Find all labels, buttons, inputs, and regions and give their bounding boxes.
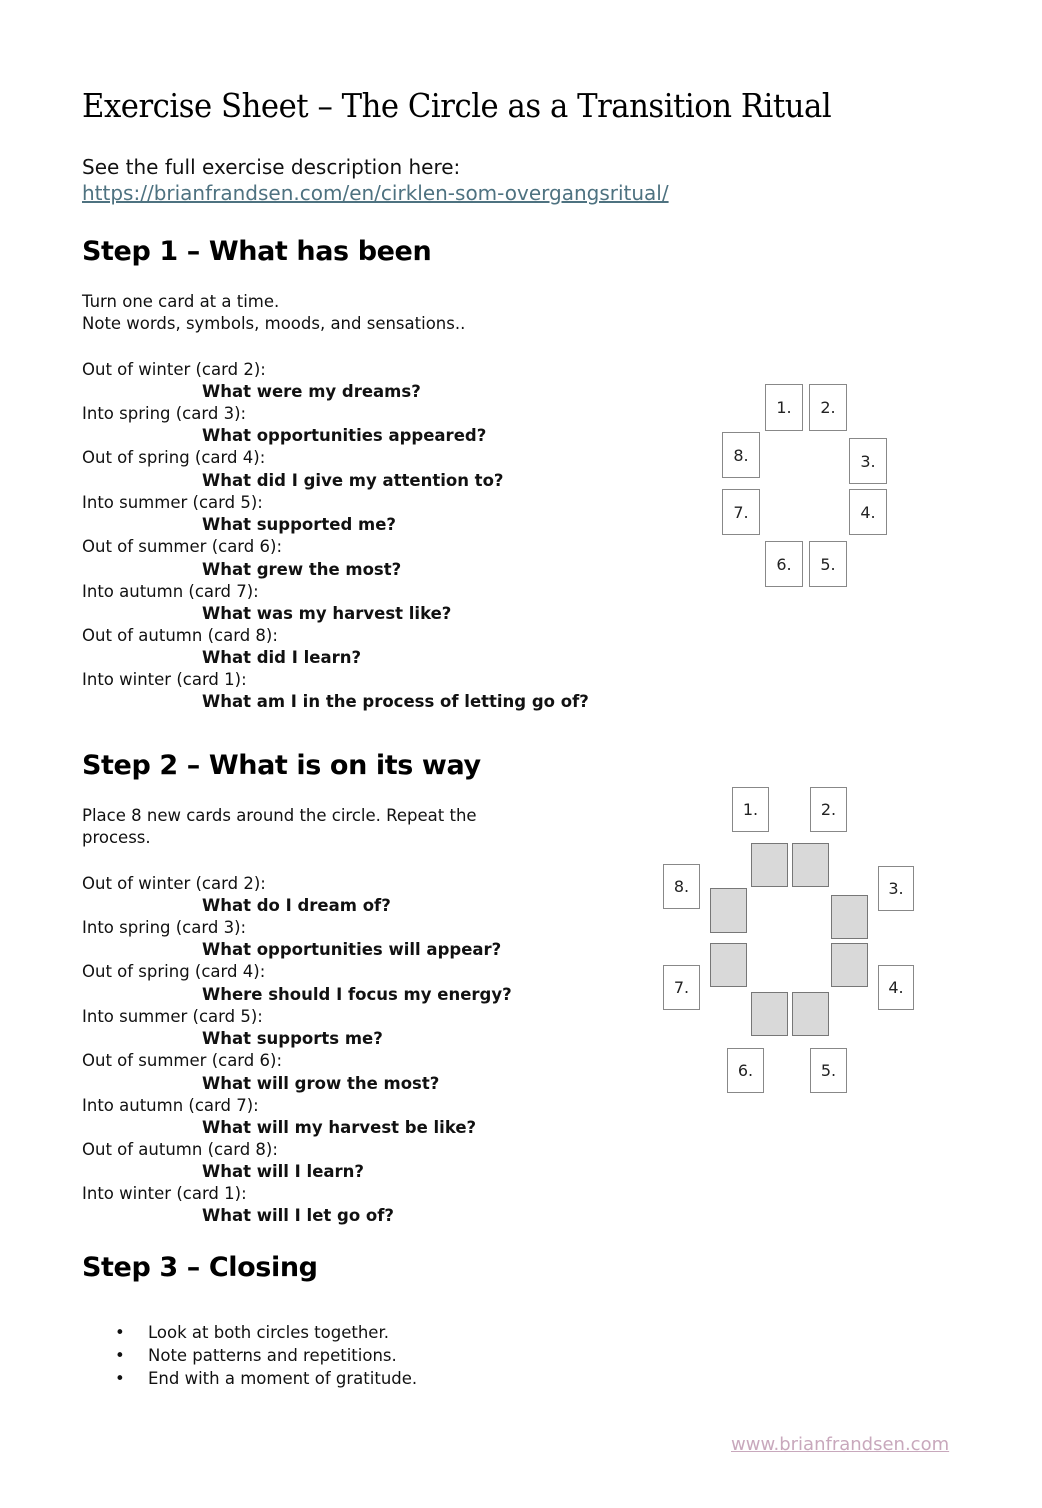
card-2: 2. — [809, 384, 847, 431]
intro-text: See the full exercise description here: — [82, 155, 461, 179]
list-item — [82, 1344, 417, 1367]
bullet-icon: • — [115, 1323, 125, 1342]
list-item — [82, 1367, 417, 1390]
previous-card-4 — [831, 943, 868, 987]
season-label: Out of winter (card 2): — [82, 360, 266, 379]
bullet-icon: • — [115, 1369, 125, 1388]
question: What were my dreams? — [202, 382, 421, 401]
previous-card-7 — [710, 943, 747, 987]
previous-card-5 — [792, 992, 829, 1036]
page-title: Exercise Sheet – The Circle as a Transition Ritual — [82, 86, 832, 125]
footer-website-link[interactable]: www.brianfrandsen.com — [731, 1434, 950, 1455]
card-8: 8. — [663, 864, 700, 909]
instruction-line: Note words, symbols, moods, and sensations.. — [82, 314, 466, 333]
instruction-line: Place 8 new cards around the circle. Repeat the — [82, 806, 477, 825]
step3-heading: Step 3 – Closing — [82, 1252, 318, 1283]
step2-heading: Step 2 – What is on its way — [82, 750, 481, 781]
intro — [82, 154, 669, 206]
question: What will I let go of? — [202, 1206, 395, 1225]
question: What grew the most? — [202, 560, 402, 579]
previous-card-3 — [831, 895, 868, 939]
question: What will grow the most? — [202, 1074, 440, 1093]
card-7: 7. — [663, 965, 700, 1010]
card-1: 1. — [732, 787, 769, 832]
card-8: 8. — [722, 432, 760, 478]
list-item-text: End with a moment of gratitude. — [148, 1369, 418, 1388]
closing-list — [82, 1321, 417, 1390]
previous-card-6 — [751, 992, 788, 1036]
season-label: Into winter (card 1): — [82, 1184, 247, 1203]
season-label: Out of spring (card 4): — [82, 448, 266, 467]
exercise-link[interactable]: https://brianfrandsen.com/en/cirklen-som-overgangsritual/ — [82, 181, 669, 205]
season-label: Out of summer (card 6): — [82, 537, 283, 556]
step2-instructions — [82, 805, 477, 849]
question: What supports me? — [202, 1029, 383, 1048]
list-item-text: Note patterns and repetitions. — [148, 1346, 397, 1365]
step1-heading: Step 1 – What has been — [82, 236, 432, 267]
season-label: Into spring (card 3): — [82, 918, 247, 937]
previous-card-8 — [710, 888, 747, 933]
season-label: Into autumn (card 7): — [82, 582, 259, 601]
question: What will I learn? — [202, 1162, 364, 1181]
bullet-icon: • — [115, 1346, 125, 1365]
question: What opportunities appeared? — [202, 426, 487, 445]
card-6: 6. — [765, 541, 803, 587]
card-3: 3. — [878, 866, 914, 911]
season-label: Into winter (card 1): — [82, 670, 247, 689]
card-4: 4. — [878, 965, 914, 1010]
instruction-line: process. — [82, 828, 151, 847]
card-7: 7. — [722, 489, 760, 535]
step2-question-list — [82, 873, 512, 1227]
card-5: 5. — [810, 1048, 847, 1093]
question: What will my harvest be like? — [202, 1118, 477, 1137]
card-2: 2. — [810, 787, 847, 832]
previous-card-1 — [751, 843, 788, 887]
question: What do I dream of? — [202, 896, 391, 915]
previous-card-2 — [792, 843, 829, 887]
question: Where should I focus my energy? — [202, 985, 512, 1004]
season-label: Out of autumn (card 8): — [82, 626, 278, 645]
instruction-line: Turn one card at a time. — [82, 292, 280, 311]
question: What did I learn? — [202, 648, 362, 667]
question: What was my harvest like? — [202, 604, 452, 623]
card-3: 3. — [849, 438, 887, 484]
step1-question-list — [82, 359, 589, 713]
season-label: Into spring (card 3): — [82, 404, 247, 423]
card-5: 5. — [809, 541, 847, 587]
question: What supported me? — [202, 515, 396, 534]
season-label: Out of winter (card 2): — [82, 874, 266, 893]
season-label: Into summer (card 5): — [82, 1007, 263, 1026]
question: What opportunities will appear? — [202, 940, 502, 959]
list-item — [82, 1321, 417, 1344]
card-1: 1. — [765, 384, 803, 431]
season-label: Out of autumn (card 8): — [82, 1140, 278, 1159]
season-label: Into autumn (card 7): — [82, 1096, 259, 1115]
question: What am I in the process of letting go of? — [202, 692, 589, 711]
card-4: 4. — [849, 489, 887, 535]
step1-instructions — [82, 291, 465, 335]
season-label: Into summer (card 5): — [82, 493, 263, 512]
list-item-text: Look at both circles together. — [148, 1323, 389, 1342]
season-label: Out of summer (card 6): — [82, 1051, 283, 1070]
card-6: 6. — [727, 1048, 764, 1093]
question: What did I give my attention to? — [202, 471, 504, 490]
season-label: Out of spring (card 4): — [82, 962, 266, 981]
